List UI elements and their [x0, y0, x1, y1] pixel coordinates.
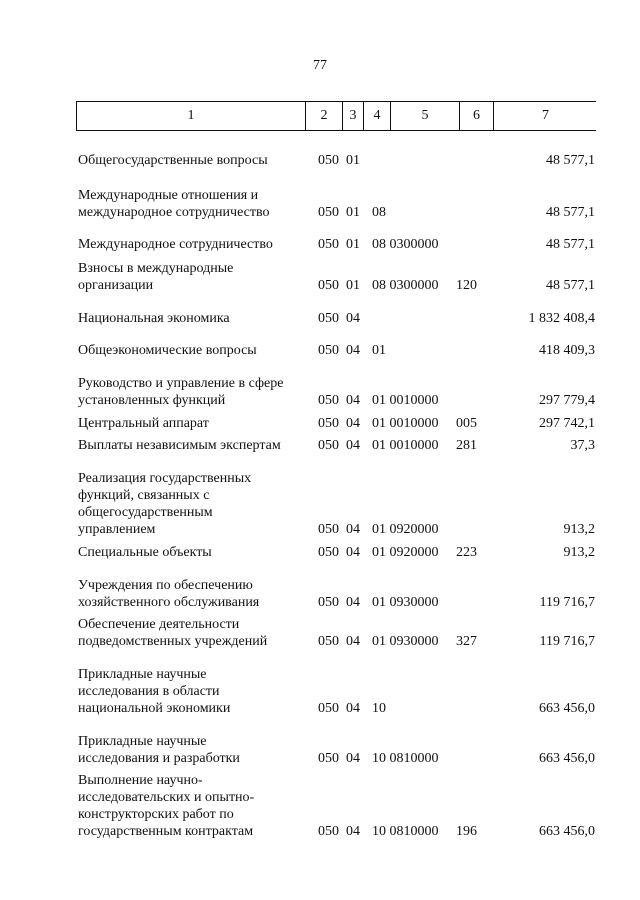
row-amount: 119 716,7 [539, 595, 595, 610]
page-number: 77 [313, 58, 327, 73]
row-expense-type-code: 196 [456, 824, 477, 839]
row-amount: 48 577,1 [546, 278, 595, 293]
row-subsection-code: 01 [346, 237, 360, 252]
header-col-7: 7 [542, 108, 549, 123]
row-target-code: 10 0810000 [372, 824, 439, 839]
row-subsection-code: 04 [346, 311, 360, 326]
row-subsection-code: 04 [346, 824, 360, 839]
row-amount: 663 456,0 [539, 824, 595, 839]
header-col-4: 4 [364, 102, 391, 130]
row-amount: 37,3 [570, 438, 595, 453]
row-subsection-code: 04 [346, 634, 360, 649]
row-target-code: 01 0010000 [372, 416, 439, 431]
row-section-code: 050 [318, 311, 339, 326]
row-subsection-code: 01 [346, 205, 360, 220]
row-name: Общегосударственные вопросы [78, 153, 268, 168]
row-amount: 48 577,1 [546, 153, 595, 168]
row-section-code: 050 [318, 545, 339, 560]
row-target-code: 10 [372, 701, 386, 716]
row-section-code: 050 [318, 278, 339, 293]
row-amount: 297 742,1 [539, 416, 595, 431]
row-amount: 418 409,3 [539, 343, 595, 358]
row-target-code: 01 0930000 [372, 595, 439, 610]
row-subsection-code: 04 [346, 701, 360, 716]
row-subsection-code: 04 [346, 751, 360, 766]
row-subsection-code: 04 [346, 438, 360, 453]
row-target-code: 01 0930000 [372, 634, 439, 649]
row-section-code: 050 [318, 634, 339, 649]
row-name: Специальные объекты [78, 545, 212, 560]
row-target-code: 08 0300000 [372, 278, 439, 293]
row-target-code: 01 0010000 [372, 438, 439, 453]
row-name: Прикладные научные исследования и разработки [78, 734, 240, 766]
row-amount: 663 456,0 [539, 701, 595, 716]
row-amount: 119 716,7 [539, 634, 595, 649]
row-amount: 663 456,0 [539, 751, 595, 766]
row-section-code: 050 [318, 824, 339, 839]
row-target-code: 10 0810000 [372, 751, 439, 766]
row-amount: 48 577,1 [546, 205, 595, 220]
row-target-code: 01 [372, 343, 386, 358]
row-name: Реализация государственных функций, связанных с общегосударственным управлением [78, 471, 252, 537]
row-amount: 913,2 [563, 545, 595, 560]
row-subsection-code: 04 [346, 595, 360, 610]
row-name: Международные отношения и международное сотрудничество [78, 188, 270, 220]
row-name: Учреждения по обеспечению хозяйственного обслуживания [78, 578, 260, 610]
row-subsection-code: 04 [346, 343, 360, 358]
row-amount: 297 779,4 [539, 393, 595, 408]
row-expense-type-code: 120 [456, 278, 477, 293]
row-section-code: 050 [318, 751, 339, 766]
row-subsection-code: 04 [346, 545, 360, 560]
row-subsection-code: 01 [346, 153, 360, 168]
row-subsection-code: 04 [346, 416, 360, 431]
header-col-6: 6 [460, 102, 494, 130]
row-expense-type-code: 223 [456, 545, 477, 560]
row-subsection-code: 04 [346, 522, 360, 537]
header-col-3: 3 [343, 102, 364, 130]
row-subsection-code: 04 [346, 393, 360, 408]
row-name: Руководство и управление в сфере установленных функций [78, 376, 284, 408]
header-col-2: 2 [306, 102, 343, 130]
row-target-code: 01 0920000 [372, 522, 439, 537]
row-section-code: 050 [318, 153, 339, 168]
row-name: Центральный аппарат [78, 416, 209, 431]
row-section-code: 050 [318, 595, 339, 610]
row-section-code: 050 [318, 701, 339, 716]
row-target-code: 08 0300000 [372, 237, 439, 252]
row-name: Выполнение научно- исследовательских и опытно- конструкторских работ по государственным контрактам [78, 773, 255, 839]
row-name: Общеэкономические вопросы [78, 343, 257, 358]
row-amount: 1 832 408,4 [528, 311, 595, 326]
row-section-code: 050 [318, 343, 339, 358]
row-name: Обеспечение деятельности подведомственных учреждений [78, 617, 268, 649]
row-name: Национальная экономика [78, 311, 230, 326]
row-target-code: 08 [372, 205, 386, 220]
row-expense-type-code: 327 [456, 634, 477, 649]
row-name: Взносы в международные организации [78, 261, 234, 293]
header-col-5: 5 [391, 102, 460, 130]
row-section-code: 050 [318, 522, 339, 537]
row-amount: 48 577,1 [546, 237, 595, 252]
row-section-code: 050 [318, 416, 339, 431]
row-section-code: 050 [318, 393, 339, 408]
table-header [76, 101, 596, 131]
row-name: Международное сотрудничество [78, 237, 273, 252]
row-subsection-code: 01 [346, 278, 360, 293]
row-section-code: 050 [318, 237, 339, 252]
row-expense-type-code: 281 [456, 438, 477, 453]
row-name: Выплаты независимым экспертам [78, 438, 281, 453]
row-section-code: 050 [318, 205, 339, 220]
row-name: Прикладные научные исследования в области национальной экономики [78, 667, 231, 716]
row-target-code: 01 0920000 [372, 545, 439, 560]
row-expense-type-code: 005 [456, 416, 477, 431]
row-section-code: 050 [318, 438, 339, 453]
row-target-code: 01 0010000 [372, 393, 439, 408]
row-amount: 913,2 [563, 522, 595, 537]
header-col-1: 1 [77, 102, 306, 130]
